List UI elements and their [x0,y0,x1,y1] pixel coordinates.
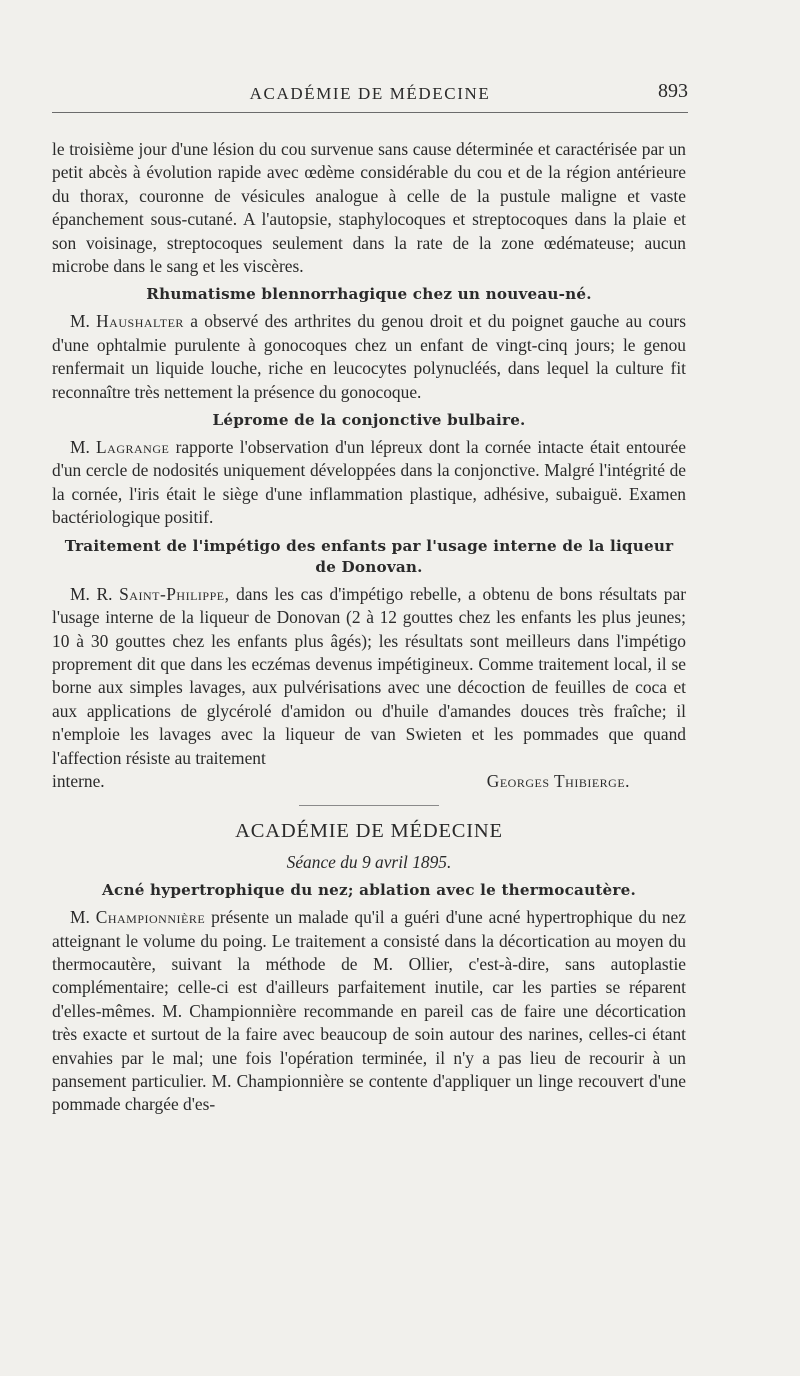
session-date: Séance du 9 avril 1895. [286,851,452,872]
paragraph-text: dans les cas d'impétigo rebelle, a obtenu de bons résultats par l'usage interne de la liqueur de Donovan (2 à 12 gouttes chez les enfants les plus jeunes; 10 à 30 gouttes chez les enfants plus âgés); les résultats sont meilleurs dans l'impétigo proprement dit que dans les eczémas devenus impétigineux. Comme traitement local, il se borne aux simples lavages, aux pulvérisations avec une décoction de feuilles de coca et aux applications de glycérolé d'amidon ou d'huile d'amandes douces très fraîche; il n'emploie les lavages avec la liqueur de van Swieten et les pommades que quand l'affection résiste au traitement [52,583,686,768]
paragraph-lead: M. [70,311,90,332]
paragraph-rhumatisme [52,310,686,404]
paragraph-text: a observé des arthrites du genou droit et du poignet gauche au cours d'une ophtalmie purulente à gonocoques chez un enfant de vingt-cinq jours; le genou renfermait un liquide louche, riche en leucocytes polynucléés, dans lequel la culture fit reconnaître très nettement la présence du gonocoque. [52,311,686,402]
signature-line [52,770,686,793]
paragraph-impetigo [52,583,686,770]
page-number: 893 [658,80,688,102]
section-heading-leprome: Léprome de la conjonctive bulbaire. [212,411,526,430]
section-heading-impetigo: Traitement de l'impétigo des enfants par l'usage interne de la liqueur de Donovan. [64,536,674,576]
paragraph-leprome [52,436,686,530]
header-rule [52,112,688,113]
paragraph-text: présente un malade qu'il a guéri d'une acné hypertrophique du nez atteignant le volume du poing. Le traitement a consisté dans la décortication au moyen du thermocautère, suivant la méthode de M. Ollier, c'est-à-dire, sans autoplastie complémentaire; celle-ci est d'ailleurs parfaitement inutile, car les parties se réparent d'elles-mêmes. M. Championnière recommande en pareil cas de faire une décortication très exacte et surtout de la faire avec beaucoup de soin autour des narines, celles-ci étant envahies par le mal; une fois l'opération terminée, il n'y a pas lieu de recourir à un pansement particulier. M. Championnière se contente d'appliquer un linge recouvert d'une pommade chargée d'es- [52,907,686,1115]
body-text [52,138,686,1117]
author-name: Championnière [95,907,206,928]
section-divider [299,805,439,806]
author-name: Lagrange [96,437,170,458]
section-heading-rhumatisme: Rhumatisme blennorrhagique chez un nouveau-né. [146,285,592,304]
paragraph-lead: M. R. [70,583,113,604]
running-header [52,80,688,110]
paragraph-lead: M. [70,907,90,928]
intro-paragraph: le troisième jour d'une lésion du cou survenue sans cause déterminée et caractérisée par un petit abcès à évolution rapide avec œdème considérable du cou et de la région antérieure du thorax, couronne de vésicules analogue à celle de la pustule maligne et vaste épanchement sous-cutané. A l'autopsie, staphylocoques et streptocoques dans la plaie et son voisinage, streptocoques seulement dans la rate de la zone œdémateuse; aucun microbe dans le sang et les viscères. [52,139,686,277]
signature: Georges Thibierge. [486,770,630,791]
section-heading-acne: Acné hypertrophique du nez; ablation avec le thermocautère. [102,881,636,900]
author-name: Saint-Philippe, [119,583,230,604]
paragraph-acne [52,906,686,1117]
paragraph-lead: M. [70,437,90,458]
academy-title: ACADÉMIE DE MÉDECINE [235,820,503,843]
paragraph-text: rapporte l'observation d'un lépreux dont la cornée intacte était entourée d'un cercle de nodosités uniquement développées dans la conjonctive. Malgré l'intégrité de la cornée, l'iris était le siège d'une inflammation plastique, adhésive, subaiguë. Examen bactériologique positif. [52,437,686,528]
last-word: interne. [52,770,105,791]
running-title: ACADÉMIE DE MÉDECINE [249,84,491,103]
author-name: Haushalter [96,311,184,332]
